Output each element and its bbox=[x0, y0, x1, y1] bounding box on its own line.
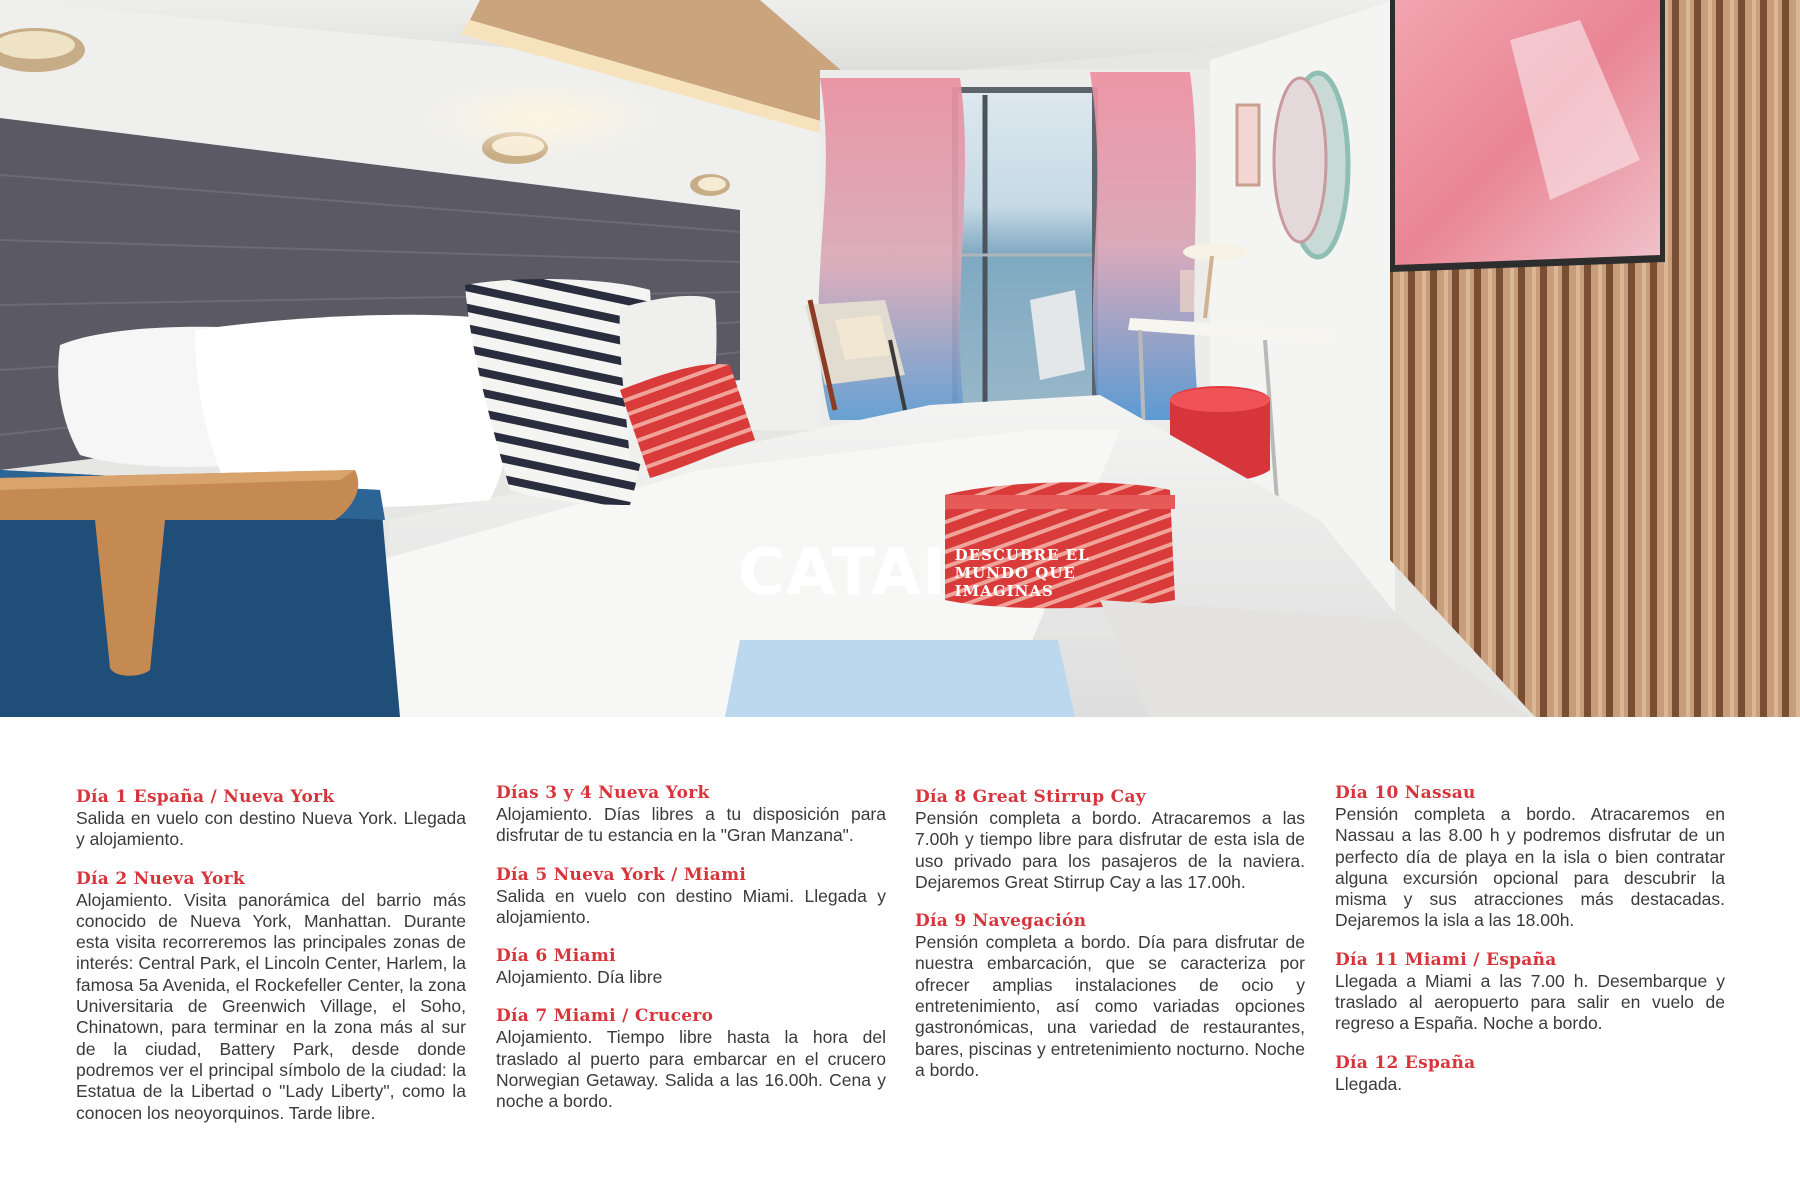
brand-tagline bbox=[955, 546, 1090, 600]
itinerary-day bbox=[496, 864, 886, 929]
day-title: Día 12 España bbox=[1335, 1052, 1476, 1073]
itinerary-column-3 bbox=[915, 786, 1305, 1098]
day-description: Alojamiento. Días libres a tu disposición para disfrutar de tu estancia en la "Gran Manzana". bbox=[496, 804, 886, 846]
day-title: Día 2 Nueva York bbox=[76, 868, 245, 889]
day-title: Día 1 España / Nueva York bbox=[76, 787, 335, 807]
itinerary-day bbox=[1335, 782, 1725, 932]
itinerary-day bbox=[1335, 1052, 1725, 1095]
tagline-line-2: MUNDO QUE bbox=[954, 564, 1076, 582]
day-description: Llegada. bbox=[1335, 1073, 1403, 1094]
tagline-line-3: IMAGINAS bbox=[954, 582, 1054, 600]
itinerary-day bbox=[496, 782, 886, 847]
day-description: Pensión completa a bordo. Atracaremos a las 7.00h y tiempo libre para disfrutar de esta isla de uso privado para los pasajeros de la naviera. Dejaremos Great Stirrup Cay a las 17.00h. bbox=[915, 808, 1305, 892]
itinerary-day bbox=[915, 786, 1305, 893]
itinerary-day bbox=[76, 868, 466, 1124]
itinerary-day bbox=[1335, 949, 1725, 1035]
day-description: Pensión completa a bordo. Día para disfrutar de nuestra embarcación, que se caracteriza por ofrecer amplias instalaciones de ocio y entretenimiento, así como variadas opciones gastronómicas, una variedad de restaurantes, bares, piscinas y entretenimiento nocturno. Noche a bordo. bbox=[915, 932, 1305, 1080]
day-description: Llegada a Miami a las 7.00 h. Desembarque y traslado al aeropuerto para salir en vuelo de regreso a España. Noche a bordo. bbox=[1335, 970, 1725, 1034]
itinerary-day bbox=[496, 945, 886, 988]
day-title: Día 7 Miami / Crucero bbox=[496, 1006, 714, 1027]
day-title: Día 9 Navegación bbox=[915, 911, 1087, 932]
day-title: Día 5 Nueva York / Miami bbox=[496, 864, 747, 885]
day-title: Día 11 Miami / España bbox=[1335, 949, 1557, 970]
itinerary-column-2 bbox=[496, 782, 886, 1130]
itinerary-day bbox=[496, 1005, 886, 1112]
day-description: Salida en vuelo con destino Miami. Llegada y alojamiento. bbox=[496, 885, 886, 927]
tagline-line-1: DESCUBRE EL bbox=[954, 546, 1090, 564]
day-title: Día 10 Nassau bbox=[1335, 783, 1476, 803]
day-description: Pensión completa a bordo. Atracaremos en Nassau a las 8.00 h y podremos disfrutar de un perfecto día de playa en la isla o bien contratar alguna excursión opcional para descubrir la misma y sus atracciones más destacadas. Dejaremos la isla a las 18.00h. bbox=[1335, 804, 1725, 931]
itinerary-day bbox=[915, 910, 1305, 1081]
day-title: Día 6 Miami bbox=[496, 946, 616, 967]
day-description: Alojamiento. Tiempo libre hasta la hora del traslado al puerto para embarcar en el crucero Norwegian Getaway. Salida a las 16.00h. Cena y noche a bordo. bbox=[496, 1027, 886, 1112]
day-description: Salida en vuelo con destino Nueva York. Llegada y alojamiento. bbox=[76, 808, 466, 850]
day-title: Días 3 y 4 Nueva York bbox=[496, 783, 710, 803]
itinerary-column-1 bbox=[76, 786, 466, 1141]
brand-logo bbox=[738, 538, 1090, 608]
accent-block bbox=[725, 640, 1075, 717]
day-description: Alojamiento. Día libre bbox=[496, 967, 663, 988]
day-description: Alojamiento. Visita panorámica del barrio más conocido de Nueva York, Manhattan. Durante esta visita recorreremos las principales zonas de interés: Central Park, el Lincoln Center, Harlem, la famosa 5a Avenida, el Rockefeller Center, la zona Universitaria de Greenwich Village, el Soho, Chinatown, para terminar en la zona más al sur de la ciudad, Battery Park, desde donde podremos ver el principal símbolo de la ciudad: la Estatua de la Libertad o "Lady Liberty", como la conocen los neoyorquinos. Tarde libre. bbox=[76, 889, 466, 1123]
itinerary-column-4 bbox=[1335, 782, 1725, 1112]
itinerary-day bbox=[76, 786, 466, 851]
brand-name: CATAI bbox=[738, 536, 947, 610]
day-title: Día 8 Great Stirrup Cay bbox=[915, 787, 1146, 807]
